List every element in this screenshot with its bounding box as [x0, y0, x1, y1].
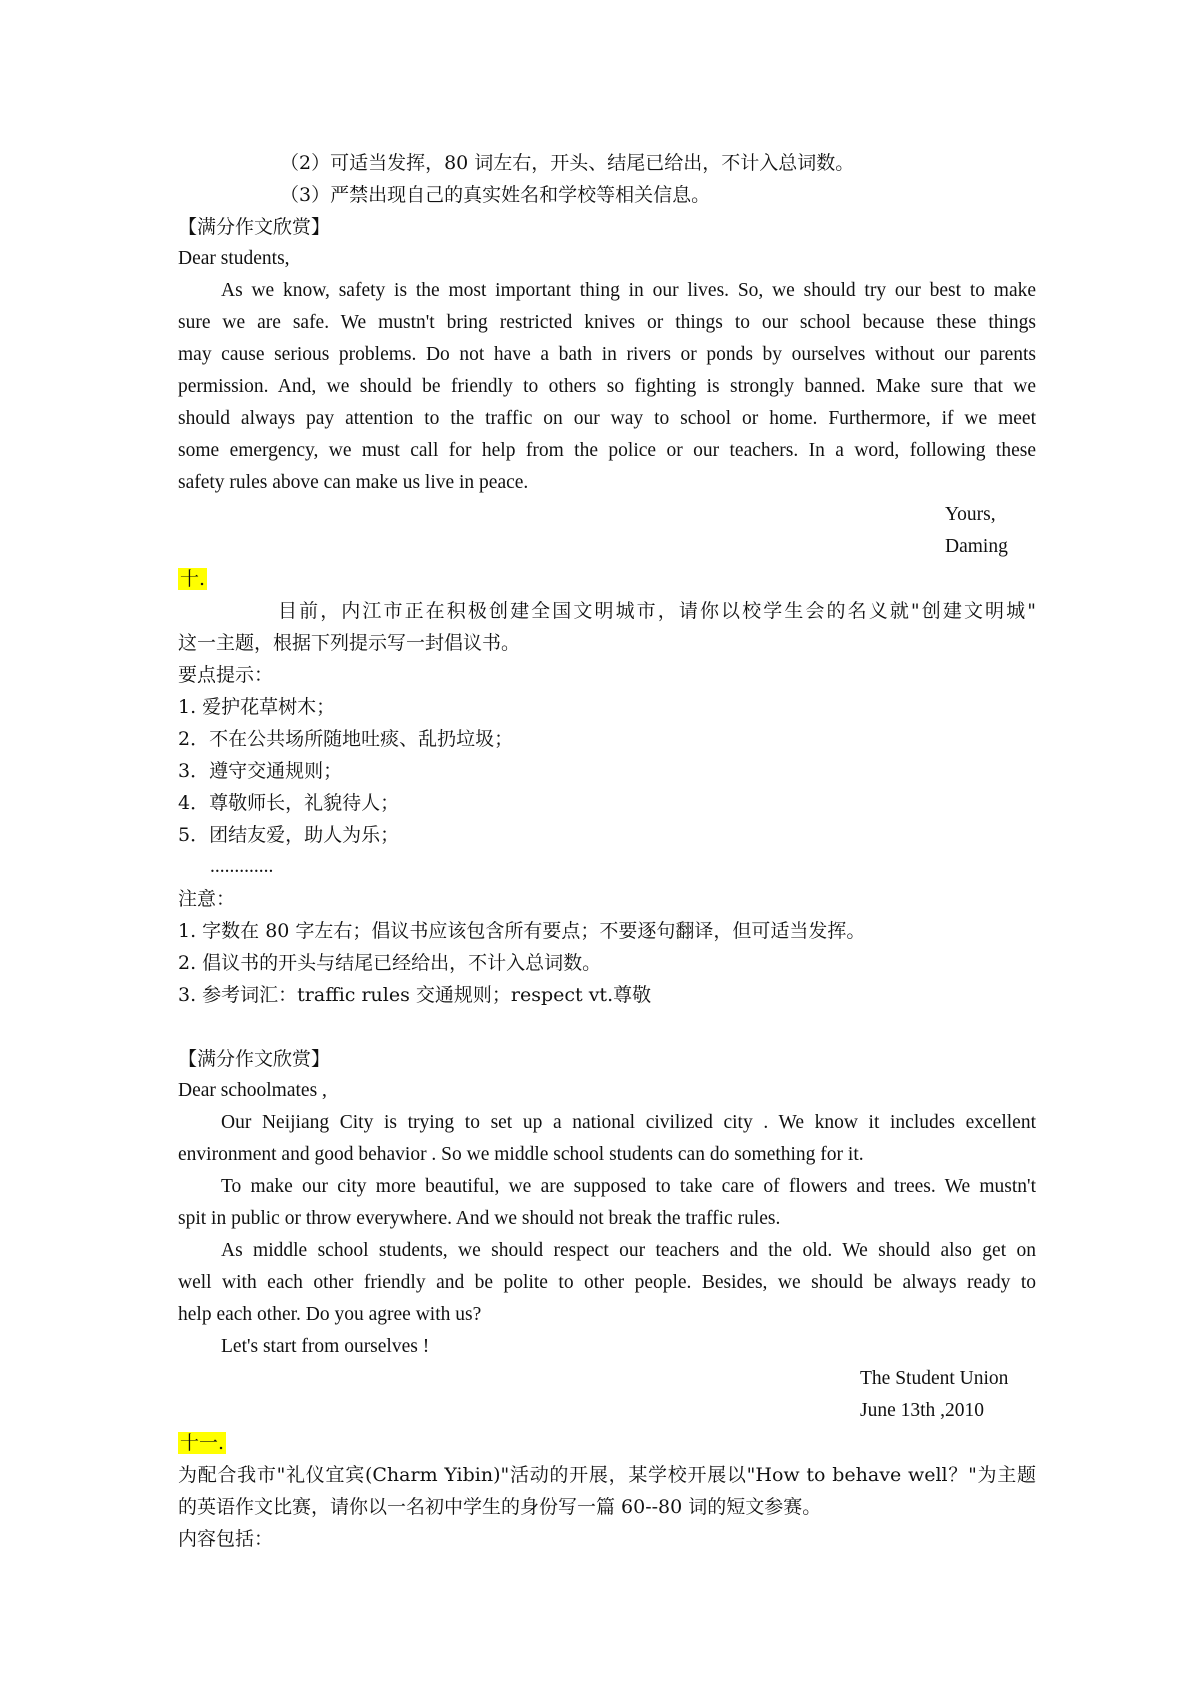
- prompt-line: 这一主题，根据下列提示写一封倡议书。: [178, 632, 521, 654]
- question-number: [178, 1427, 1036, 1459]
- essay-sign-date: June 13th ,2010: [860, 1400, 985, 1421]
- content-title: 内容包括：: [178, 1528, 274, 1550]
- points-ellipsis: .............: [210, 856, 274, 877]
- essay-line: should always pay attention to the traffic on our way to school or home. Furthermore, if we meet: [178, 408, 1036, 429]
- essay-line: To make our city more beautiful, we are supposed to take care of flowers and trees. We mustn't: [221, 1176, 1036, 1197]
- note-item: 2. 倡议书的开头与结尾已经给出，不计入总词数。: [178, 952, 602, 974]
- points-title: 要点提示：: [178, 664, 274, 686]
- point-item: 3．遵守交通规则；: [178, 760, 343, 782]
- essay-greeting: Dear students,: [178, 248, 290, 269]
- note-item: 1. 字数在 80 字左右；倡议书应该包含所有要点；不要逐句翻译，但可适当发挥。: [178, 920, 866, 942]
- question-number-highlight: 十.: [180, 568, 206, 590]
- essay-line: permission. And, we should be friendly to others so fighting is strongly banned. Make sure that we: [178, 376, 1036, 397]
- essay-line: environment and good behavior . So we middle school students can do something for it.: [178, 1144, 864, 1165]
- essay-line: safety rules above can make us live in peace.: [178, 472, 529, 493]
- essay-line: Our Neijiang City is trying to set up a national civilized city . We know it includes excellent: [221, 1112, 1036, 1133]
- point-item: 1. 爱护花草树木；: [178, 696, 336, 718]
- requirement-3: （3）严禁出现自己的真实姓名和学校等相关信息。: [280, 184, 711, 206]
- essay-line: As we know, safety is the most important thing in our lives. So, we should try our best to make: [221, 280, 1036, 301]
- note-item: 3. 参考词汇：traffic rules 交通规则；respect vt.尊敬: [178, 984, 652, 1006]
- essay-line: As middle school students, we should respect our teachers and the old. We should also get on: [221, 1240, 1036, 1261]
- model-essay-heading: 【满分作文欣赏】: [178, 1048, 331, 1070]
- essay-line: Let's start from ourselves !: [221, 1336, 430, 1357]
- essay-greeting: Dear schoolmates ,: [178, 1080, 327, 1101]
- model-essay-heading: 【满分作文欣赏】: [178, 216, 331, 238]
- essay-line: well with each other friendly and be polite to other people. Besides, we should be always ready to: [178, 1272, 1036, 1293]
- essay-line: sure we are safe. We mustn't bring restricted knives or things to our school because these things: [178, 312, 1036, 333]
- point-item: 2．不在公共场所随地吐痰、乱扔垃圾；: [178, 728, 514, 750]
- requirement-2: （2）可适当发挥，80 词左右，开头、结尾已给出，不计入总词数。: [280, 152, 855, 174]
- point-item: 4．尊敬师长，礼貌待人；: [178, 792, 400, 814]
- prompt-line: 为配合我市"礼仪宜宾(Charm Yibin)"活动的开展，某学校开展以"How to behave well？"为主题: [178, 1464, 1036, 1486]
- essay-closing: Yours,: [945, 504, 996, 525]
- point-item: 5．团结友爱，助人为乐；: [178, 824, 400, 846]
- essay-line: help each other. Do you agree with us?: [178, 1304, 482, 1325]
- essay-signature: Daming: [945, 536, 1008, 557]
- essay-line: some emergency, we must call for help from the police or our teachers. In a word, following these: [178, 440, 1036, 461]
- essay-line: spit in public or throw everywhere. And we should not break the traffic rules.: [178, 1208, 781, 1229]
- question-number: [178, 563, 1036, 595]
- essay-sign-org: The Student Union: [860, 1368, 1009, 1389]
- notes-title: 注意：: [178, 888, 236, 910]
- essay-line: may cause serious problems. Do not have a bath in rivers or ponds by ourselves without our parents: [178, 344, 1036, 365]
- prompt-line: 的英语作文比赛，请你以一名初中学生的身份写一篇 60--80 词的短文参赛。: [178, 1496, 822, 1518]
- question-number-highlight: 十一.: [180, 1432, 225, 1454]
- prompt-line: 目前，内江市正在积极创建全国文明城市，请你以校学生会的名义就"创建文明城": [278, 600, 1036, 622]
